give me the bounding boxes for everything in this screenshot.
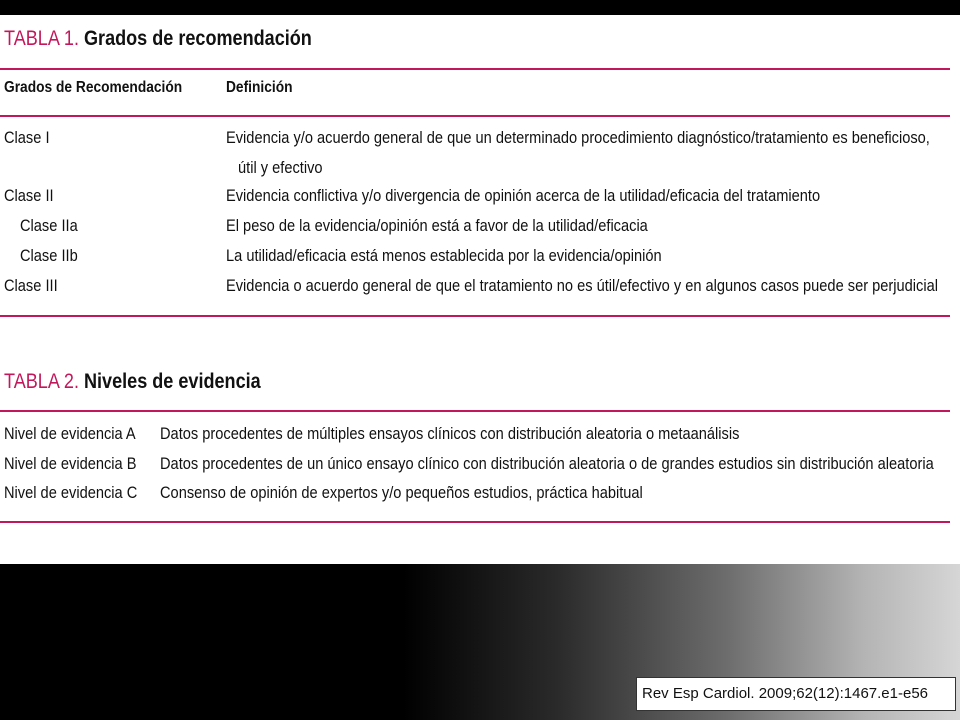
table1-row-definition: Evidencia o acuerdo general de que el tratamiento no es útil/efectivo y en algunos casos puede ser perjudicial	[226, 276, 938, 295]
table1-row-definition: El peso de la evidencia/opinión está a favor de la utilidad/eficacia	[226, 216, 648, 235]
top-black-bar	[0, 0, 960, 15]
table1-row-grade: Clase I	[4, 128, 50, 147]
table2-row-definition: Datos procedentes de múltiples ensayos clínicos con distribución aleatoria o metaanálisis	[160, 424, 740, 443]
table2-label: TABLA 2.	[4, 370, 79, 393]
table1-row-grade: Clase III	[4, 276, 58, 295]
table1-title	[4, 27, 312, 51]
table1-row-definition: La utilidad/eficacia está menos establecida por la evidencia/opinión	[226, 246, 662, 265]
table2-bottom-rule	[0, 521, 950, 523]
table1-label: TABLA 1.	[4, 27, 79, 50]
table2-row-definition: Datos procedentes de un único ensayo clínico con distribución aleatoria o de grandes estudios sin distribución aleatoria	[160, 454, 934, 473]
table2-row-definition: Consenso de opinión de expertos y/o pequeños estudios, práctica habitual	[160, 483, 643, 502]
table1-header-definition: Definición	[226, 79, 293, 96]
citation-box: Rev Esp Cardiol. 2009;62(12):1467.e1-e56	[636, 677, 956, 711]
table2-title	[4, 370, 261, 394]
table1-row-definition: Evidencia conflictiva y/o divergencia de opinión acerca de la utilidad/eficacia del tratamiento	[226, 186, 821, 205]
table1-row-grade: Clase IIb	[20, 246, 78, 265]
table1-header-rule	[0, 115, 950, 117]
table2-row-level: Nivel de evidencia C	[4, 483, 138, 502]
table1-bottom-rule	[0, 315, 950, 317]
table2-row-level: Nivel de evidencia B	[4, 454, 137, 473]
table1-name: Grados de recomendación	[83, 27, 312, 50]
table1-row-definition-cont: útil y efectivo	[238, 158, 323, 177]
table2-name: Niveles de evidencia	[83, 370, 261, 393]
table1-row-grade: Clase IIa	[20, 216, 78, 235]
table1-top-rule	[0, 68, 950, 70]
table1-row-grade: Clase II	[4, 186, 54, 205]
table2-row-level: Nivel de evidencia A	[4, 424, 136, 443]
table1-row-definition: Evidencia y/o acuerdo general de que un determinado procedimiento diagnóstico/tratamiento es beneficioso,	[226, 128, 930, 147]
table1-header-grade: Grados de Recomendación	[4, 79, 183, 96]
table2-top-rule	[0, 410, 950, 412]
